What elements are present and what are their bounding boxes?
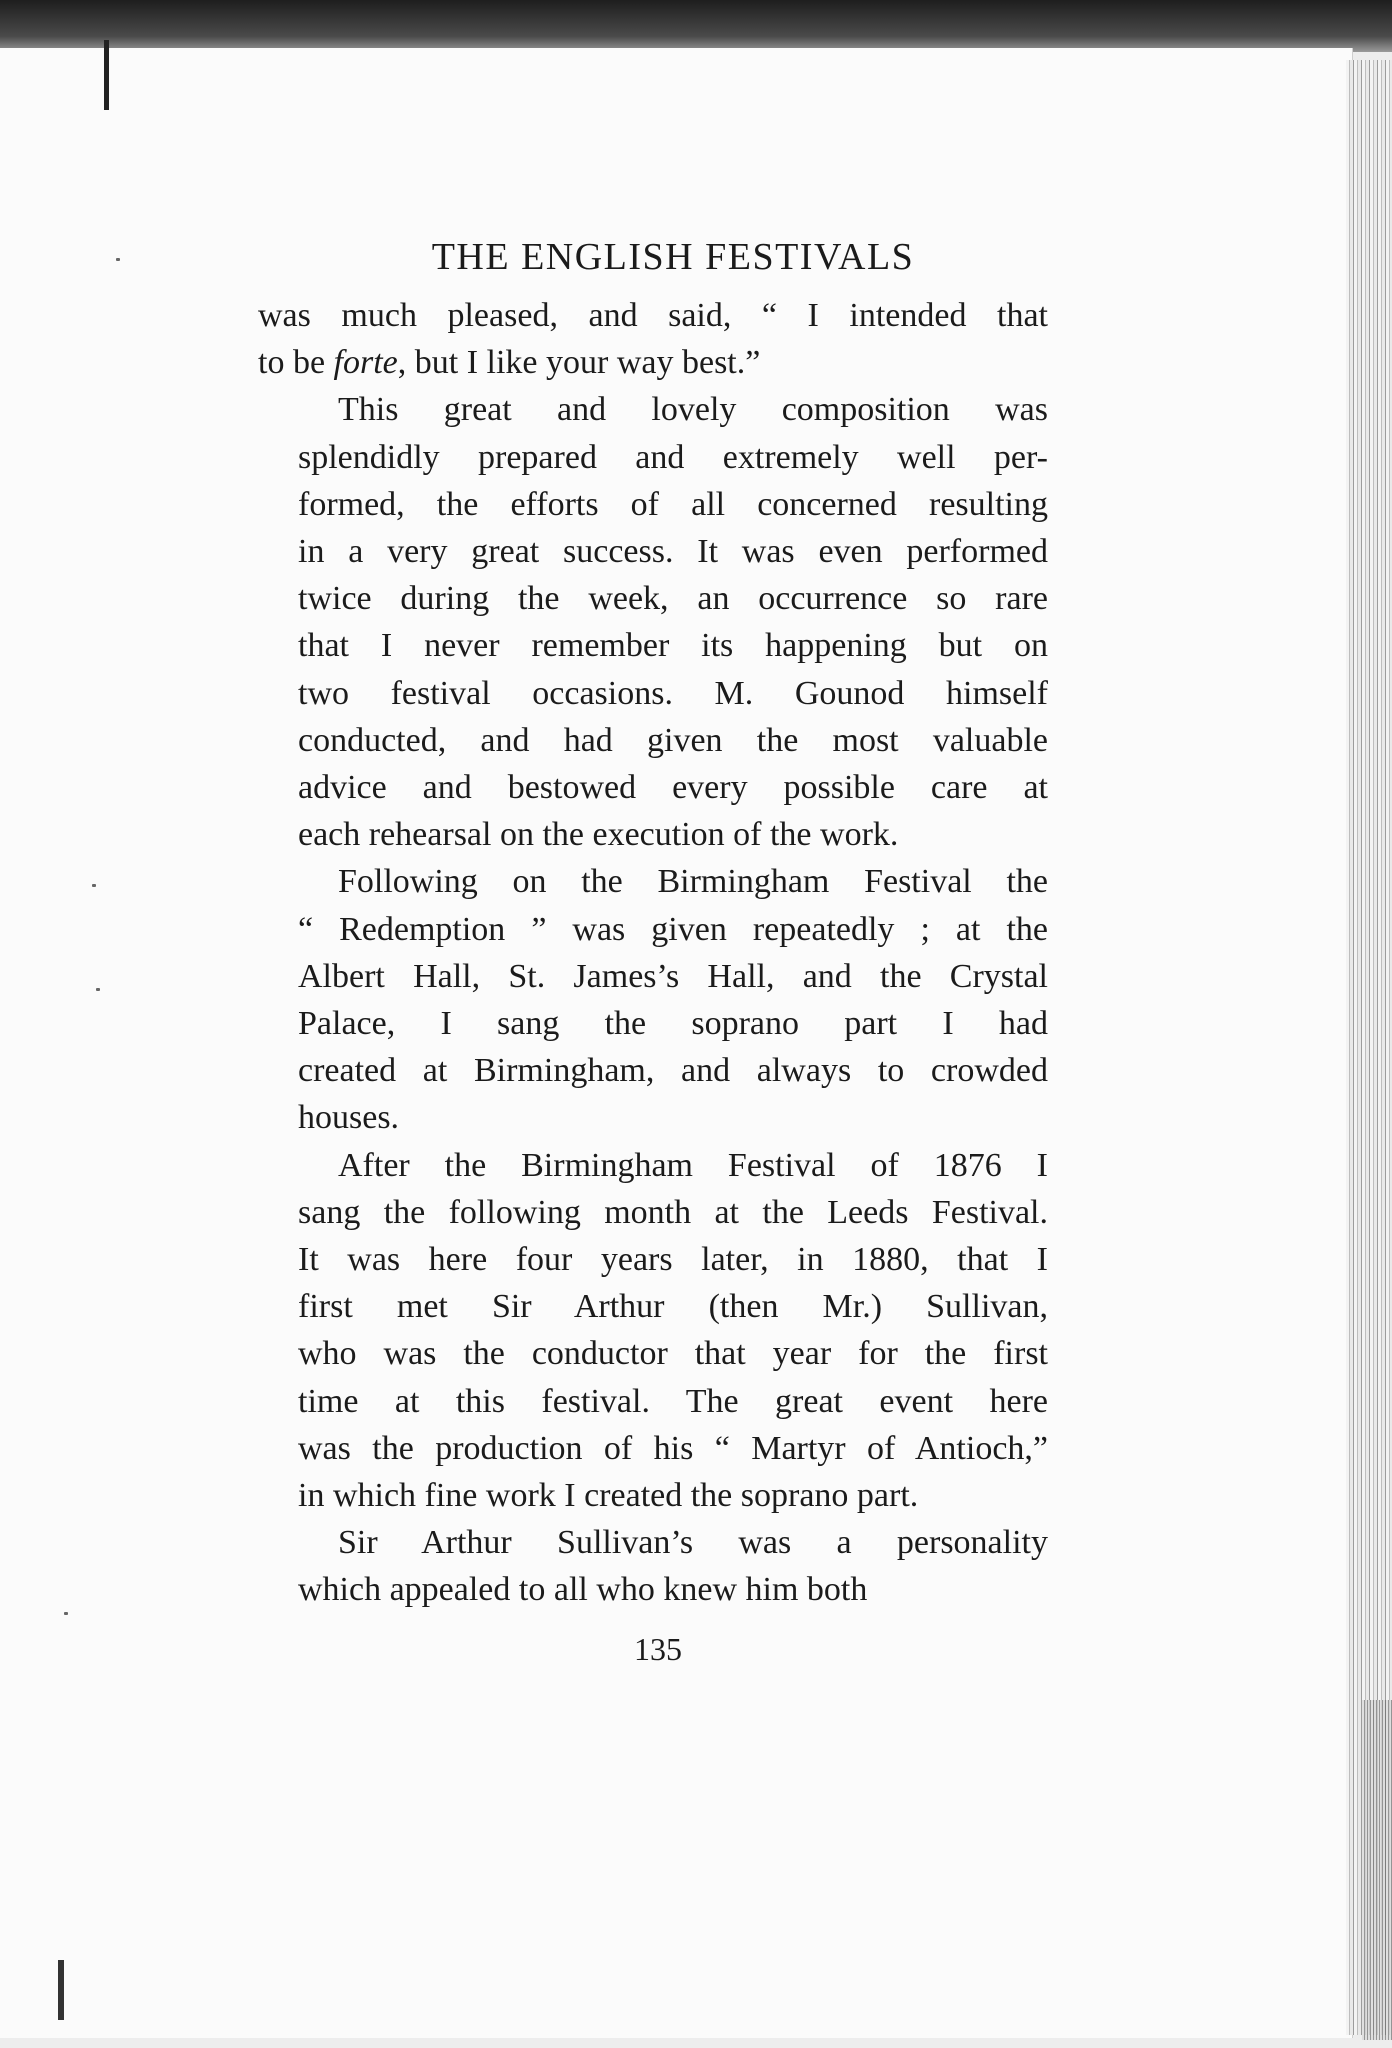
text-line: in a very great success. It was even performed: [298, 533, 1048, 571]
gutter-mark: [58, 1960, 64, 2020]
text-line: in which fine work I created the soprano part.: [298, 1477, 919, 1515]
paragraph: [258, 386, 1048, 858]
text-line: two festival occasions. M. Gounod himself: [298, 674, 1048, 712]
scan-speck: [92, 884, 96, 887]
text-line: that I never remember its happening but on: [298, 627, 1048, 665]
text-line: twice during the week, an occurrence so rare: [298, 580, 1048, 618]
paragraph: [258, 1519, 1048, 1613]
text-line: Sir Arthur Sullivan’s was a personality: [338, 1524, 1048, 1562]
page-number: 135: [634, 1630, 682, 1667]
text-line: Albert Hall, St. James’s Hall, and the Crystal: [298, 957, 1048, 995]
gutter-mark: [104, 40, 109, 110]
text-line: It was here four years later, in 1880, that I: [298, 1241, 1048, 1279]
text-line: to be forte, but I like your way best.”: [258, 344, 761, 382]
text-line: Following on the Birmingham Festival the: [338, 863, 1048, 901]
paragraph: [258, 1142, 1048, 1520]
scan-speck: [96, 988, 100, 991]
text-line: first met Sir Arthur (then Mr.) Sullivan,: [298, 1288, 1048, 1326]
page-edges-shadow: [1362, 1700, 1392, 2040]
text-line: splendidly prepared and extremely well per-: [298, 438, 1048, 476]
text-line: This great and lovely composition was: [338, 391, 1048, 429]
scan-top-shadow: [0, 0, 1392, 52]
text-line: houses.: [298, 1099, 400, 1137]
text-line: conducted, and had given the most valuable: [298, 721, 1048, 759]
text-line: was the production of his “ Martyr of Antioch,”: [298, 1429, 1048, 1467]
text-line: “ Redemption ” was given repeatedly ; at the: [298, 910, 1048, 948]
scan-speck: [116, 258, 120, 261]
scan-speck: [64, 1612, 68, 1615]
text-line: formed, the efforts of all concerned resulting: [298, 485, 1048, 523]
text-line: advice and bestowed every possible care at: [298, 769, 1048, 807]
paragraph: [258, 858, 1048, 1141]
paragraph: [258, 292, 1048, 386]
text-line: was much pleased, and said, “ I intended that: [258, 297, 1048, 334]
text-block: [258, 232, 1048, 1672]
text-line: After the Birmingham Festival of 1876 I: [338, 1146, 1048, 1184]
body-text: [258, 292, 1048, 1614]
text-line: created at Birmingham, and always to crowded: [298, 1052, 1048, 1090]
text-line: who was the conductor that year for the first: [298, 1335, 1048, 1373]
text-line: each rehearsal on the execution of the work.: [298, 816, 899, 854]
text-line: time at this festival. The great event here: [298, 1382, 1048, 1420]
text-line: Palace, I sang the soprano part I had: [298, 1005, 1048, 1043]
text-line: which appealed to all who knew him both: [298, 1571, 868, 1609]
running-head: THE ENGLISH FESTIVALS: [431, 236, 915, 278]
text-line: sang the following month at the Leeds Festival.: [298, 1193, 1048, 1231]
